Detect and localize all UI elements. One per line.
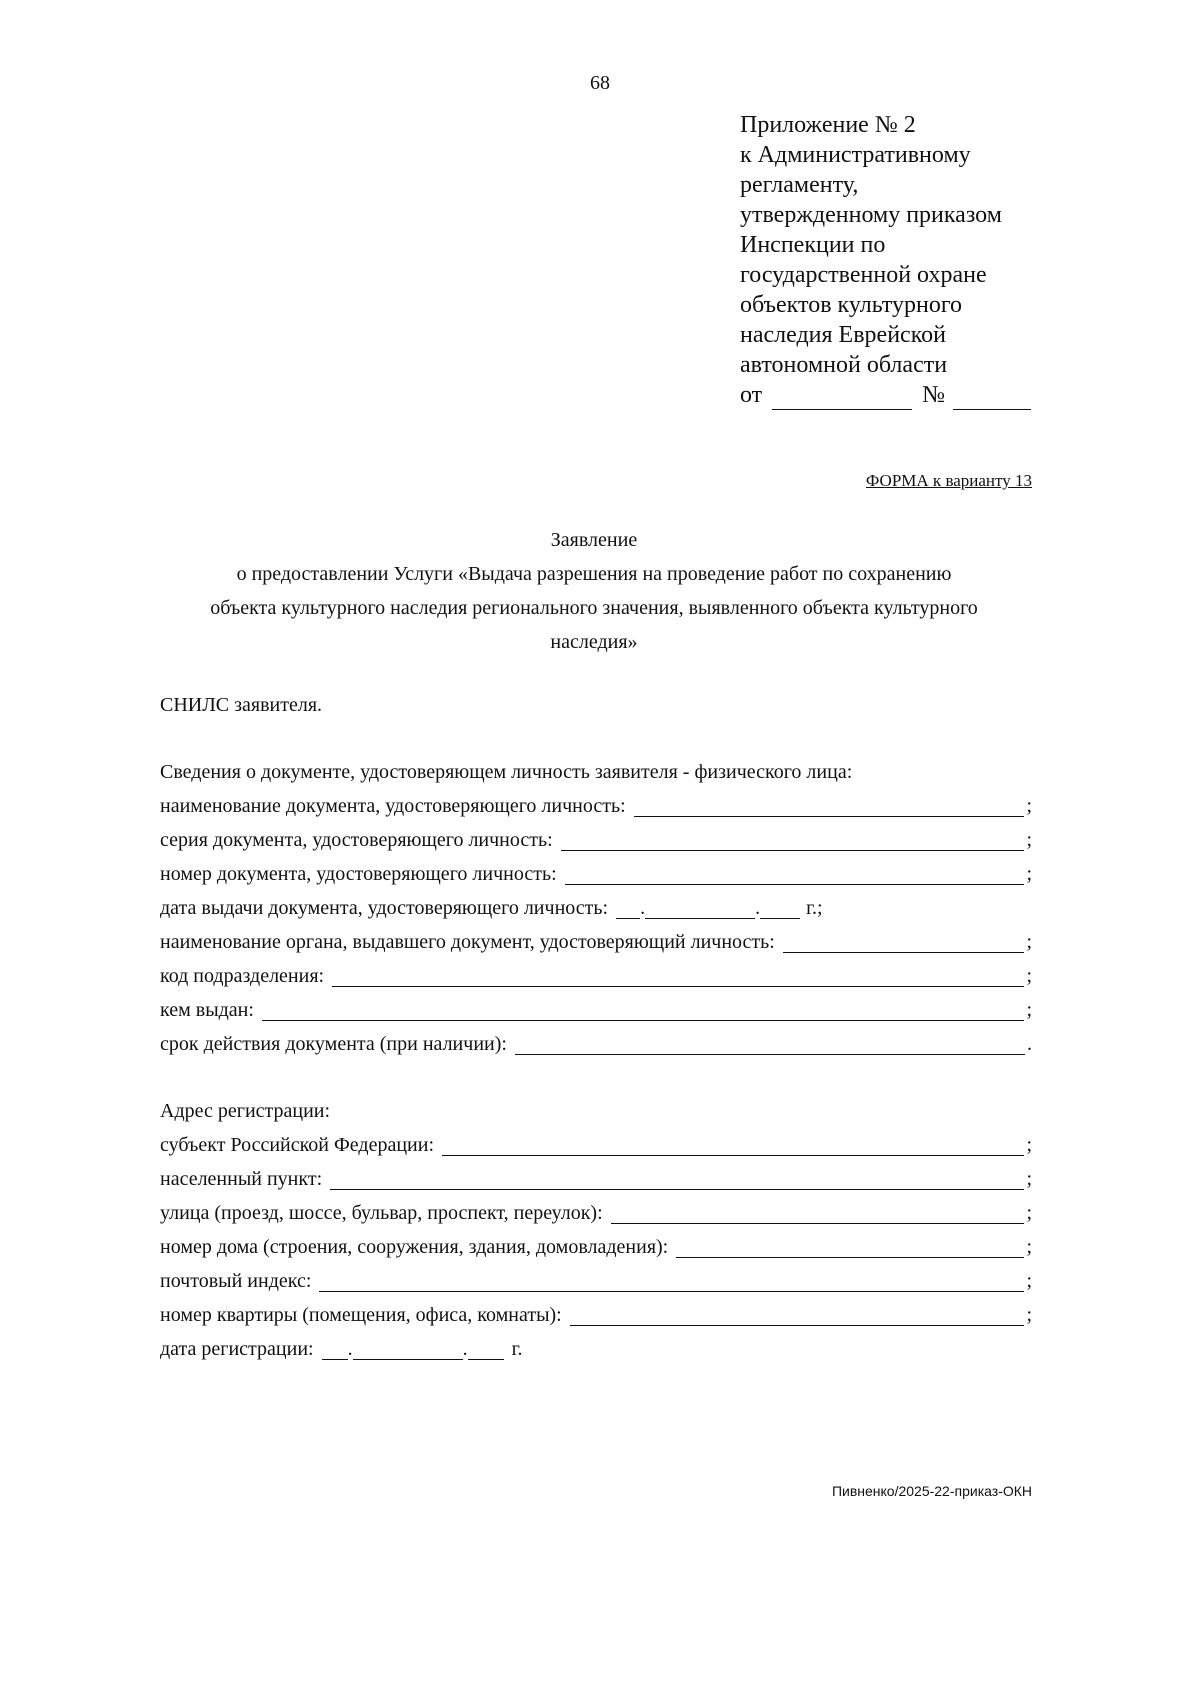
field-label: код подразделения: [160,964,325,987]
field-label: дата выдачи документа, удостоверяющего личность: [160,896,609,919]
date-separator: . [755,896,761,919]
field-subject [160,1128,1032,1162]
field-issued-by [160,993,1032,1027]
date-separator: . [462,1337,468,1360]
reg-month-blank[interactable] [353,1339,463,1360]
field-terminator: ; [1026,1269,1032,1292]
field-label: номер дома (строения, сооружения, здания, домовладения): [160,1235,669,1258]
field-label: кем выдан: [160,998,254,1021]
field-terminator: ; [1026,794,1032,817]
field-issue-date [160,891,1032,925]
appendix-line: государственной охране [740,262,987,288]
validity-blank[interactable] [515,1034,1025,1055]
issued-by-blank[interactable] [262,1000,1024,1021]
issue-year-blank[interactable] [760,898,800,919]
field-house [160,1230,1032,1264]
field-label: почтовый индекс: [160,1269,312,1292]
field-label: субъект Российской Федерации: [160,1133,435,1156]
title-line: объекта культурного наследия регионального значения, выявленного объекта культурного [210,597,978,619]
field-label: дата регистрации: [160,1337,314,1360]
field-terminator: . [1027,1032,1032,1055]
appendix-line: автономной области [740,352,948,378]
title-line: наследия» [550,631,638,653]
appendix-line: регламенту, [740,172,859,198]
document-title [150,523,1038,659]
snils-line [160,688,1032,722]
number-blank[interactable] [565,864,1025,885]
field-label: наименование органа, выдавшего документ, удостоверяющий личность: [160,930,775,953]
year-suffix: г.; [806,896,823,919]
appendix-line: к Административному [740,142,971,168]
issue-day-blank[interactable] [616,898,640,919]
field-terminator: ; [1026,998,1032,1021]
field-terminator: ; [1026,828,1032,851]
field-validity [160,1027,1032,1061]
reg-year-blank[interactable] [468,1339,504,1360]
field-apartment [160,1298,1032,1332]
appendix-line: утвержденному приказом [740,202,1002,228]
address-heading [160,1094,1032,1128]
date-separator: . [640,896,646,919]
field-issuer-name [160,925,1032,959]
series-blank[interactable] [561,830,1025,851]
field-label: срок действия документа (при наличии): [160,1032,507,1055]
field-locality [160,1162,1032,1196]
appendix-block [740,110,1031,410]
postal-blank[interactable] [319,1271,1024,1292]
field-doc-name [160,789,1032,823]
appendix-date-number-line [740,380,1031,410]
identity-heading [160,755,1032,789]
field-terminator: ; [1026,1303,1032,1326]
field-terminator: ; [1026,862,1032,885]
field-series [160,823,1032,857]
date-separator: . [347,1337,353,1360]
field-terminator: ; [1026,1133,1032,1156]
page-number: 68 [590,72,610,94]
field-label: наименование документа, удостоверяющего личность: [160,794,626,817]
appendix-line: Приложение № 2 [740,112,916,138]
field-label: улица (проезд, шоссе, бульвар, проспект, переулок): [160,1201,603,1224]
appendix-line: Инспекции по [740,232,886,258]
field-label: номер квартиры (помещения, офиса, комнаты): [160,1303,562,1326]
date-blank[interactable] [772,387,912,410]
address-heading-label: Адрес регистрации: [160,1099,331,1122]
house-blank[interactable] [676,1237,1024,1258]
title-line: о предоставлении Услуги «Выдача разрешения на проведение работ по сохранению [236,563,952,585]
identity-heading-label: Сведения о документе, удостоверяющем личность заявителя - физического лица: [160,760,853,783]
field-reg-date [160,1332,1032,1366]
doc-name-blank[interactable] [634,796,1025,817]
field-label: номер документа, удостоверяющего личность: [160,862,557,885]
snils-label: СНИЛС заявителя. [160,693,323,716]
subject-blank[interactable] [442,1135,1024,1156]
field-terminator: ; [1026,1201,1032,1224]
field-terminator: ; [1026,1167,1032,1190]
field-label: серия документа, удостоверяющего личность: [160,828,553,851]
apartment-blank[interactable] [570,1305,1025,1326]
number-sign-label: № [922,382,946,408]
locality-blank[interactable] [330,1169,1024,1190]
number-blank[interactable] [953,387,1031,410]
appendix-line: наследия Еврейской [740,322,946,348]
field-street [160,1196,1032,1230]
field-dept-code [160,959,1032,993]
dept-code-blank[interactable] [332,966,1024,987]
ot-label: от [740,382,763,408]
field-terminator: ; [1026,930,1032,953]
form-reference: ФОРМА к варианту 13 [865,471,1032,490]
year-suffix: г. [511,1337,523,1360]
appendix-line: объектов культурного [740,292,963,318]
title-line: Заявление [550,529,638,551]
reg-day-blank[interactable] [322,1339,348,1360]
street-blank[interactable] [611,1203,1025,1224]
field-terminator: ; [1026,964,1032,987]
field-postal [160,1264,1032,1298]
field-label: населенный пункт: [160,1167,323,1190]
field-number [160,857,1032,891]
field-terminator: ; [1026,1235,1032,1258]
issuer-name-blank[interactable] [783,932,1025,953]
issue-month-blank[interactable] [645,898,755,919]
document-footer: Пивненко/2025-22-приказ-ОКН [831,1483,1032,1499]
